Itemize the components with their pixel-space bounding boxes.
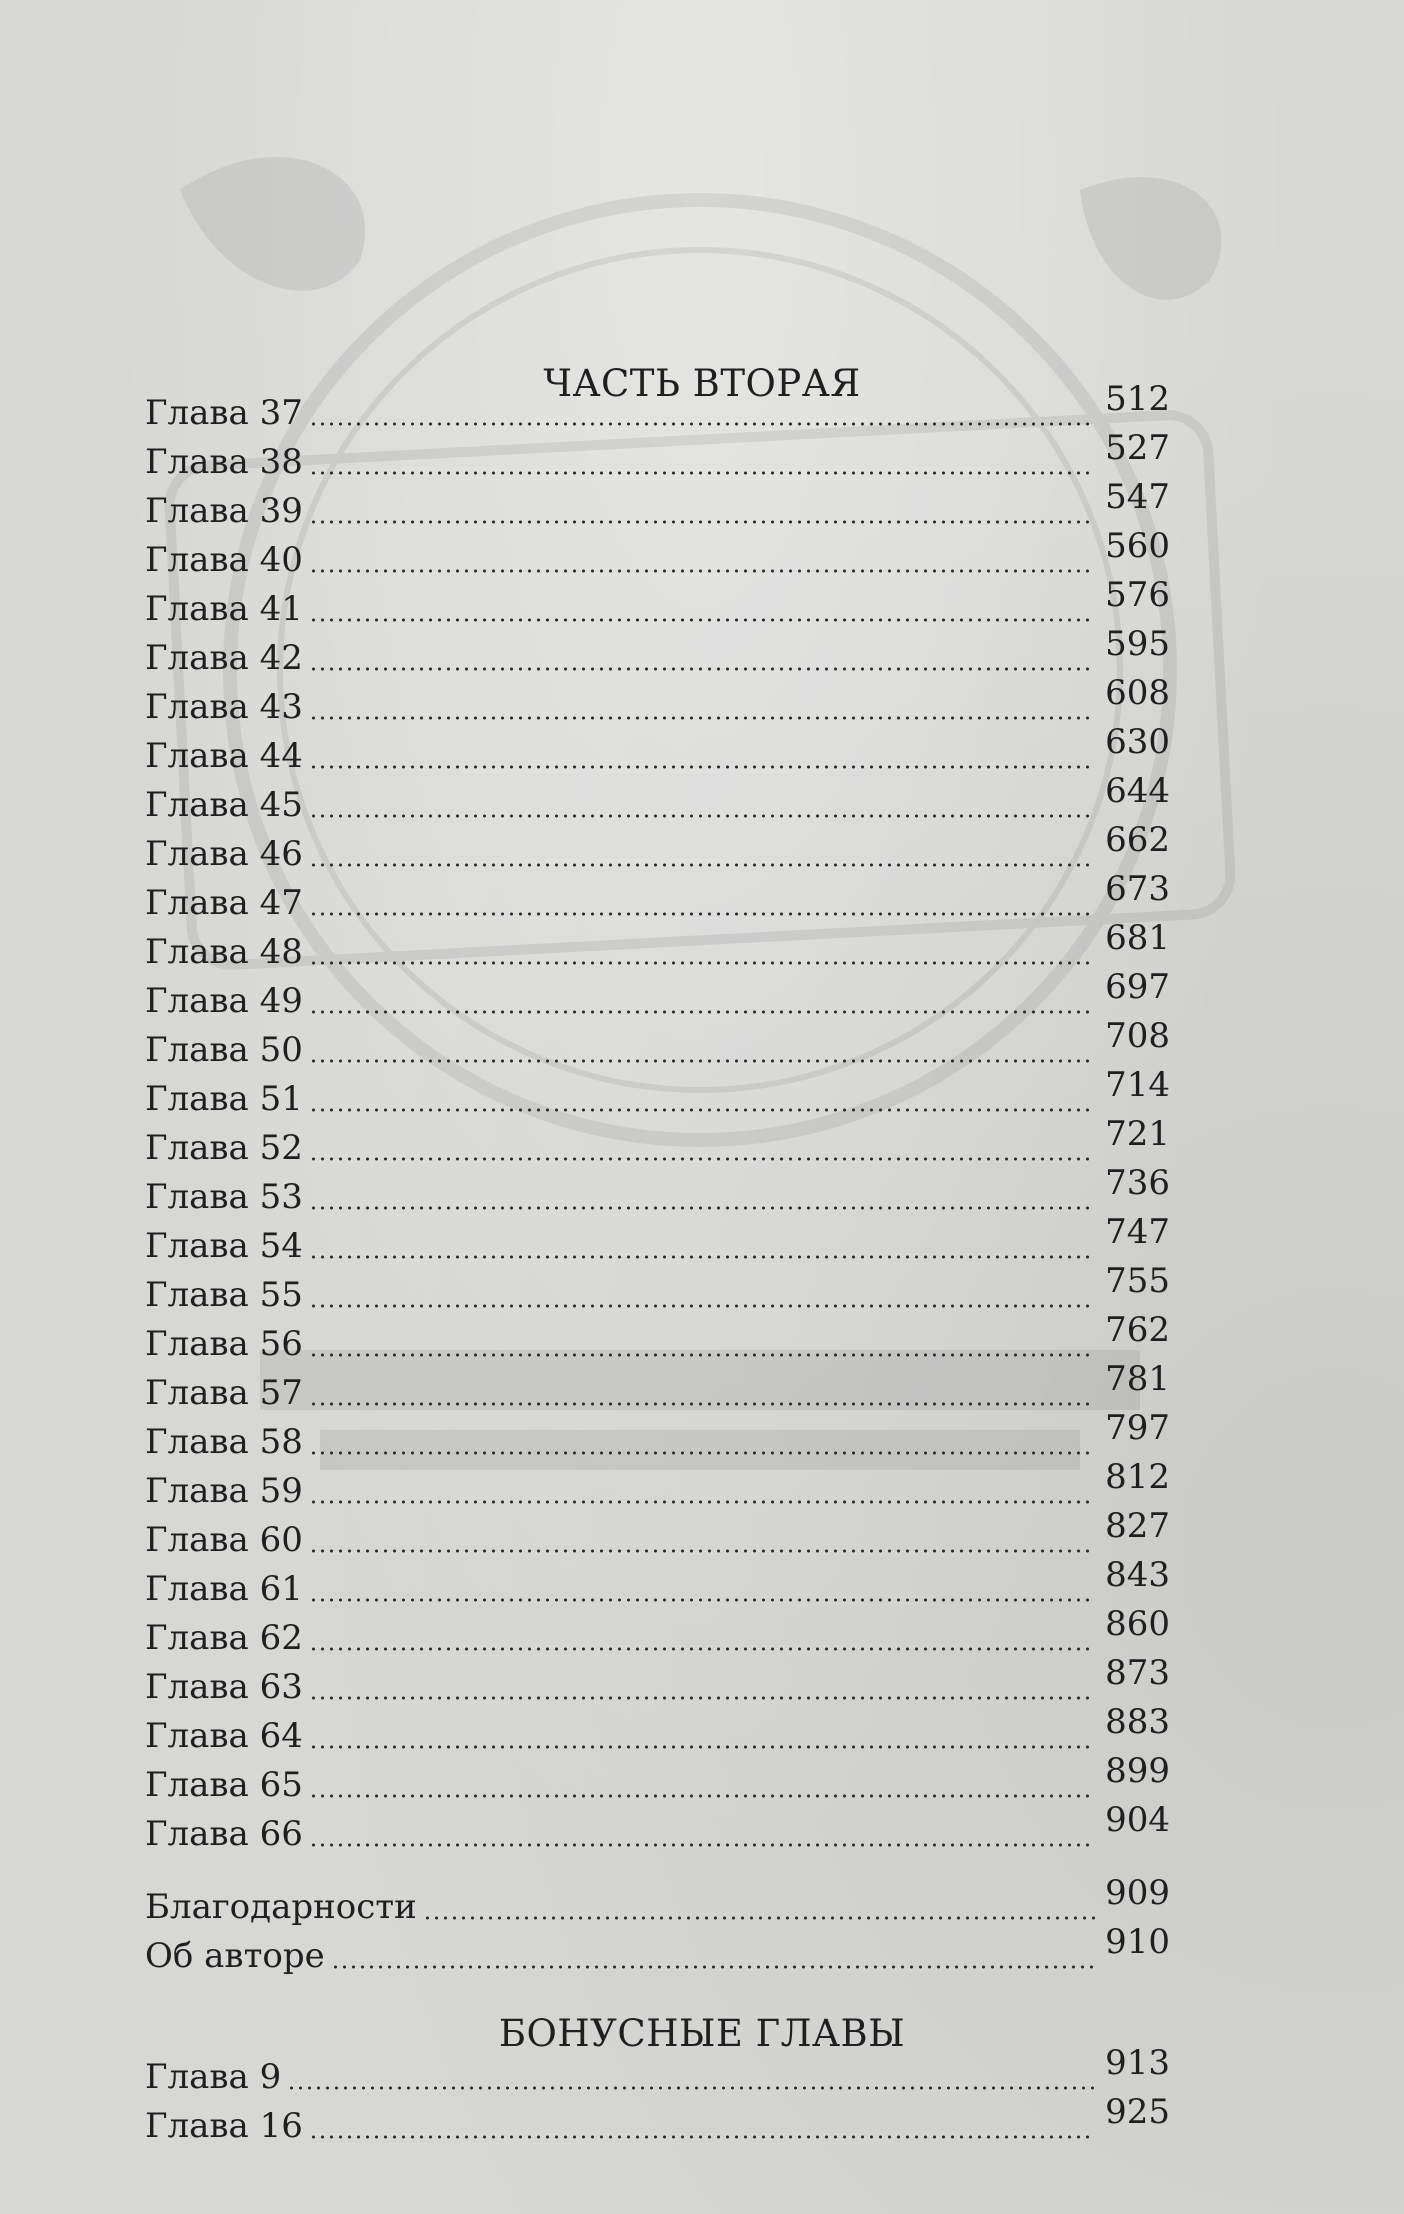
toc-entry <box>145 771 1170 825</box>
toc-entry-label: Глава 40 <box>145 540 303 580</box>
toc-entry-label: Глава 42 <box>145 638 303 678</box>
toc-entry-page-number: 697 <box>1105 967 1170 1007</box>
toc-entry-page-number: 547 <box>1105 477 1170 517</box>
dot-leader <box>309 1059 1095 1063</box>
dot-leader <box>309 912 1095 916</box>
toc-entry-label: Глава 55 <box>145 1275 303 1315</box>
toc-entry <box>145 2043 1170 2097</box>
toc-entry-label: Глава 63 <box>145 1667 303 1707</box>
toc-entry-label: Глава 44 <box>145 736 303 776</box>
dot-leader <box>309 569 1095 573</box>
toc-entry-page-number: 781 <box>1105 1359 1170 1399</box>
dot-leader <box>309 1402 1095 1406</box>
toc-entry-label: Глава 64 <box>145 1716 303 1756</box>
toc-entry <box>145 1261 1170 1315</box>
toc-entry-label: Глава 65 <box>145 1765 303 1805</box>
dot-leader <box>287 2086 1095 2090</box>
toc-entry-page-number: 883 <box>1105 1702 1170 1742</box>
dot-leader <box>309 1157 1095 1161</box>
toc-entry-label: Глава 58 <box>145 1422 303 1462</box>
toc-entry <box>145 575 1170 629</box>
toc-entry <box>145 624 1170 678</box>
toc-entry-page-number: 681 <box>1105 918 1170 958</box>
toc-entry-label: Глава 49 <box>145 981 303 1021</box>
toc-entry <box>145 2092 1170 2146</box>
toc-entry-page-number: 762 <box>1105 1310 1170 1350</box>
toc-entry-label: Глава 61 <box>145 1569 303 1609</box>
toc-entry-page-number: 662 <box>1105 820 1170 860</box>
dot-leader <box>309 961 1095 965</box>
toc-entry-page-number: 714 <box>1105 1065 1170 1105</box>
toc-entry-label: Глава 39 <box>145 491 303 531</box>
toc-entry-label: Благодарности <box>145 1887 417 1927</box>
dot-leader <box>309 863 1095 867</box>
dot-leader <box>309 1598 1095 1602</box>
toc-entry-label: Глава 9 <box>145 2057 282 2097</box>
toc-entry-label: Глава 59 <box>145 1471 303 1511</box>
toc-entry-label: Глава 57 <box>145 1373 303 1413</box>
toc-entry <box>145 1016 1170 1070</box>
toc-entry-page-number: 860 <box>1105 1604 1170 1644</box>
toc-entry-page-number: 910 <box>1105 1922 1170 1962</box>
toc-entry-page-number: 576 <box>1105 575 1170 615</box>
toc-entry-page-number: 560 <box>1105 526 1170 566</box>
dot-leader <box>309 1843 1095 1847</box>
dot-leader <box>309 667 1095 671</box>
toc-entry-page-number: 913 <box>1105 2043 1170 2083</box>
toc-entry <box>145 526 1170 580</box>
toc-entry-page-number: 747 <box>1105 1212 1170 1252</box>
toc-entry-label: Глава 46 <box>145 834 303 874</box>
toc-entry <box>145 1163 1170 1217</box>
dot-leader <box>309 1549 1095 1553</box>
toc-entry-label: Глава 47 <box>145 883 303 923</box>
toc-entry-label: Глава 50 <box>145 1030 303 1070</box>
toc-entry <box>145 1873 1170 1927</box>
toc-entry-page-number: 630 <box>1105 722 1170 762</box>
toc-entry-label: Глава 43 <box>145 687 303 727</box>
dot-leader <box>309 471 1095 475</box>
toc-entry <box>145 722 1170 776</box>
toc-entry-page-number: 608 <box>1105 673 1170 713</box>
toc-entry <box>145 869 1170 923</box>
toc-entry-label: Глава 54 <box>145 1226 303 1266</box>
part-two-heading: ЧАСТЬ ВТОРАЯ <box>543 362 861 405</box>
dot-leader <box>309 1108 1095 1112</box>
bonus-entries <box>145 2043 1170 2146</box>
toc-entry-label: Глава 16 <box>145 2106 303 2146</box>
dot-leader <box>309 1304 1095 1308</box>
toc-entry-page-number: 708 <box>1105 1016 1170 1056</box>
back-matter-entries <box>145 1873 1170 1976</box>
toc-entry-page-number: 736 <box>1105 1163 1170 1203</box>
toc-entry <box>145 1702 1170 1756</box>
toc-entry <box>145 477 1170 531</box>
dot-leader <box>309 1745 1095 1749</box>
dot-leader <box>309 520 1095 524</box>
dot-leader <box>309 1500 1095 1504</box>
toc-entry-page-number: 899 <box>1105 1751 1170 1791</box>
toc-entry <box>145 1800 1170 1854</box>
toc-entry-page-number: 797 <box>1105 1408 1170 1448</box>
toc-entry-page-number: 827 <box>1105 1506 1170 1546</box>
dot-leader <box>309 1010 1095 1014</box>
toc-entry <box>145 1604 1170 1658</box>
toc-entry-page-number: 812 <box>1105 1457 1170 1497</box>
toc-entry <box>145 1922 1170 1976</box>
toc-entry <box>145 1457 1170 1511</box>
toc-entry-page-number: 512 <box>1105 379 1170 419</box>
toc-entry-page-number: 527 <box>1105 428 1170 468</box>
toc-entry-label: Об авторе <box>145 1936 325 1976</box>
toc-entry <box>145 1555 1170 1609</box>
toc-entry-label: Глава 37 <box>145 393 303 433</box>
dot-leader <box>309 618 1095 622</box>
toc-entry-label: Глава 53 <box>145 1177 303 1217</box>
toc-entry-page-number: 843 <box>1105 1555 1170 1595</box>
toc-entry <box>145 918 1170 972</box>
dot-leader <box>309 2135 1095 2139</box>
dot-leader <box>309 1451 1095 1455</box>
toc-entry-label: Глава 62 <box>145 1618 303 1658</box>
toc-entry <box>145 1212 1170 1266</box>
dot-leader <box>309 716 1095 720</box>
toc-entry-page-number: 755 <box>1105 1261 1170 1301</box>
toc-entry <box>145 673 1170 727</box>
toc-entry <box>145 1653 1170 1707</box>
dot-leader <box>309 765 1095 769</box>
dot-leader <box>309 814 1095 818</box>
toc-entry-page-number: 644 <box>1105 771 1170 811</box>
toc-entry <box>145 967 1170 1021</box>
toc-entry-page-number: 904 <box>1105 1800 1170 1840</box>
toc-entry-page-number: 909 <box>1105 1873 1170 1913</box>
toc-entry-page-number: 673 <box>1105 869 1170 909</box>
toc-entry-label: Глава 51 <box>145 1079 303 1119</box>
toc-entry <box>145 428 1170 482</box>
dot-leader <box>309 1353 1095 1357</box>
dot-leader <box>309 1255 1095 1259</box>
toc-entry-label: Глава 56 <box>145 1324 303 1364</box>
toc-entry-label: Глава 41 <box>145 589 303 629</box>
toc-entry <box>145 1065 1170 1119</box>
toc-entry <box>145 1114 1170 1168</box>
toc-entry <box>145 1310 1170 1364</box>
dot-leader <box>309 1647 1095 1651</box>
toc-entry <box>145 1751 1170 1805</box>
dot-leader <box>309 1696 1095 1700</box>
dot-leader <box>309 1794 1095 1798</box>
toc-entry <box>145 1359 1170 1413</box>
dot-leader <box>423 1916 1095 1920</box>
dot-leader <box>331 1965 1095 1969</box>
toc-entry-label: Глава 45 <box>145 785 303 825</box>
toc-entry <box>145 1408 1170 1462</box>
toc-entry-label: Глава 60 <box>145 1520 303 1560</box>
toc-entry-label: Глава 66 <box>145 1814 303 1854</box>
toc-entry <box>145 1506 1170 1560</box>
toc-entry-page-number: 595 <box>1105 624 1170 664</box>
dot-leader <box>309 422 1095 426</box>
toc-entry-page-number: 721 <box>1105 1114 1170 1154</box>
toc-entry-page-number: 873 <box>1105 1653 1170 1693</box>
toc-entry-label: Глава 48 <box>145 932 303 972</box>
toc-entry-page-number: 925 <box>1105 2092 1170 2132</box>
bonus-heading: БОНУСНЫЕ ГЛАВЫ <box>498 2012 906 2055</box>
toc-entry-label: Глава 38 <box>145 442 303 482</box>
toc-entry <box>145 820 1170 874</box>
dot-leader <box>309 1206 1095 1210</box>
toc-entry-label: Глава 52 <box>145 1128 303 1168</box>
